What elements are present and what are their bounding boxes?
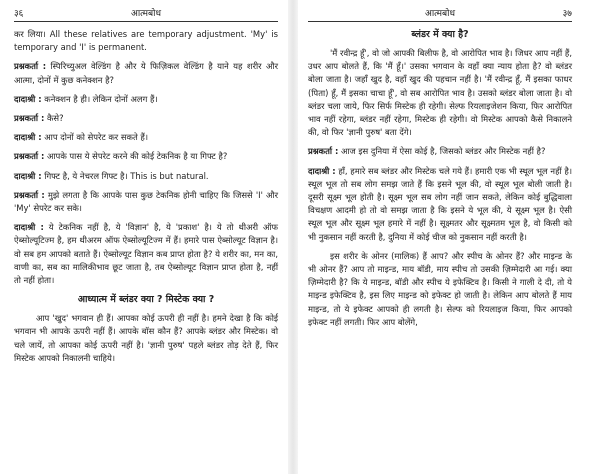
right-paragraph: इस शरीर के ओनर (मालिक) हैं आप? और स्पीच के ओनर हैं? और माइन्ड के भी ओनर हैं? आप तो माइन्ड, माय बॉडी, माय स्पीच तो उसकी ज़िम्मेदारी आ गई। क्या ज़िम्मेदारी है? कि ये माइन्ड, बॉडी और स्पीच ये इफेक्टिव है। किसी ने गाली दे दी, तो ये माइन्ड इफेक्टिव है, इस लिए माइन्ड को इफेक्ट हो जाती है। लेकिन आप बोलते हैं माय माइन्ड, तो ये इफेक्ट आपको ही लगती है। सेल्फ को रियलाइज किया, फिर आपको इफेक्ट नहीं लगती। फिर आप बोलेंगे,	[308, 250, 572, 327]
right-paragraph: दादाश्री : हाँ, हमारे सब ब्लंडर और मिस्टेक चले गये हैं। हमारी एक भी स्थूल भूल नहीं है। स्थूल भूल तो सब लोग समझ जाते हैं कि इसने भूल की, वो स्थूल भूल बोली जाती है। दूसरी सूक्ष्म भूल होती है। सूक्ष्म भूल सब लोग नहीं जान सकते, लेकिन कोई बुद्धिवाला विचक्षण आदमी हो तो वो समझ जाता है कि इसने ये भूल की, ये सूक्ष्म भूल है। ऐसी स्थूल भूल और सूक्ष्म भूल हमारे में नहीं है। सूक्ष्मतर और सूक्ष्मतम भूल है, वो किसी को भी नुकसान नहीं करती है, दुनिया में कोई चीज को नुकसान नहीं करती है।	[308, 165, 572, 242]
left-paragraph: कर लिया। All these relatives are temporary adjustment. 'My' is temporary and 'I' is permanent.	[14, 29, 278, 53]
right-paragraph: प्रश्नकर्ता : आज इस दुनिया में ऐसा कोई है, जिसको ब्लंडर और मिस्टेक नहीं है?	[308, 146, 546, 157]
left-paragraph: प्रश्नकर्ता : कैसे?	[14, 113, 64, 124]
left-paragraph: प्रश्नकर्ता : मुझे लगता है कि आपके पास कुछ टेकनिक होनी चाहिए कि जिससे 'I' और 'My' सेपरेट कर सके।	[14, 189, 278, 214]
right-page-header	[308, 6, 572, 22]
left-paragraph: दादाश्री : गिफ्ट है, ये नेचरल गिफ्ट है। This is but natural.	[14, 170, 209, 181]
left-paragraph: प्रश्नकर्ता : स्पिरिच्युअल वेल्डिंग है और ये फिज़िकल वेल्डिंग है याने यह शरीर और आत्मा, दोनों में कुछ कनेक्शन है?	[14, 61, 279, 85]
left-paragraph: आप 'खुद' भगवान ही हैं। आपका कोई ऊपरी ही नहीं है। हमने देखा है कि कोई भगवान भी आपके ऊपरी नहीं हैं। आपके बॉस कौन हैं? आपके ब्लंडर और मिस्टेक। वो चले जायें, तो आपका कोई ऊपरी नहीं है। 'ज्ञानी पुरुष' पहले ब्लंडर तोड़ देते हैं, फिर मिस्टेक आपको निकालनी चाहिये।	[14, 313, 278, 363]
right-page	[300, 0, 586, 474]
left-page-number: ३६	[14, 9, 24, 19]
book-gutter	[288, 0, 298, 474]
left-paragraph: दादाश्री : कनेक्शन है ही। लेकिन दोनों अलग हैं।	[14, 93, 158, 104]
left-paragraph: दादाश्री : आप दोनों को सेपरेट कर सकते हैं।	[14, 132, 149, 143]
right-page-number: ३७	[562, 9, 572, 19]
left-page	[0, 0, 286, 474]
left-paragraph: दादाश्री : ये टेकनिक नहीं है, ये 'विज्ञान' है, ये 'प्रकाश' है। ये तो थीअरी ऑफ ऐब्सोल्यूटिज्म है, हम थीअरम ऑफ ऐब्सोल्यूटिज्म में हैं। हमारे पास ऐब्सोल्यूट विज्ञान है। वो सब हम आपको बताते हैं। ऐब्सोल्यूट विज्ञान कब प्राप्त होता है? ये शरीर का, मन का, वाणी का, सब का मालिकीभाव छूट जाता है, तब ऐब्सोल्यूट विज्ञान प्राप्त होता है, नहीं तो नहीं होता।	[14, 222, 278, 286]
left-paragraph: प्रश्नकर्ता : आपके पास ये सेपरेट करने की कोई टेकनिक है या गिफ्ट है?	[14, 151, 228, 162]
right-running-title: आत्मबोध	[424, 9, 456, 19]
right-question: ब्लंडर में क्या है?	[411, 29, 469, 40]
section-heading: आध्यात्म में ब्लंडर क्या ? मिस्टेक क्या ?	[77, 294, 215, 306]
right-paragraph: 'मैं रवीन्द्र हूँ', वो जो आपकी बिलीफ है, वो आरोपित भाव है। जिधर आप नहीं हैं, उधर आप बोलते हैं, कि 'मैं हूँ।' उसका भगवान के वहाँ क्या न्याय होता है? वो ब्लंडर बोला जाता है। जहाँ खुद है, वहाँ खुद की पहचान नहीं है। 'मैं रवीन्द्र हूँ, मैं इसका फाधर (पिता) हूँ, मैं इसका चाचा हूँ', वो सब आरोपित भाव है। उसको ब्लंडर बोला जाता है। वो ब्लंडर चला जाये, फिर सिर्फ मिस्टेक ही रहेगी। सेल्फ रियलाइजेशन किया, फिर आरोपित भाव नहीं रहेगा, ब्लंडर नहीं रहेगा, मिस्टेक ही रहेगी। वो मिस्टेक आपको कैसे निकालने की, वो फिर 'ज्ञानी पुरुष' बता देंगे।	[308, 48, 572, 138]
left-running-title: आत्मबोध	[130, 9, 162, 19]
left-page-header	[14, 6, 278, 22]
